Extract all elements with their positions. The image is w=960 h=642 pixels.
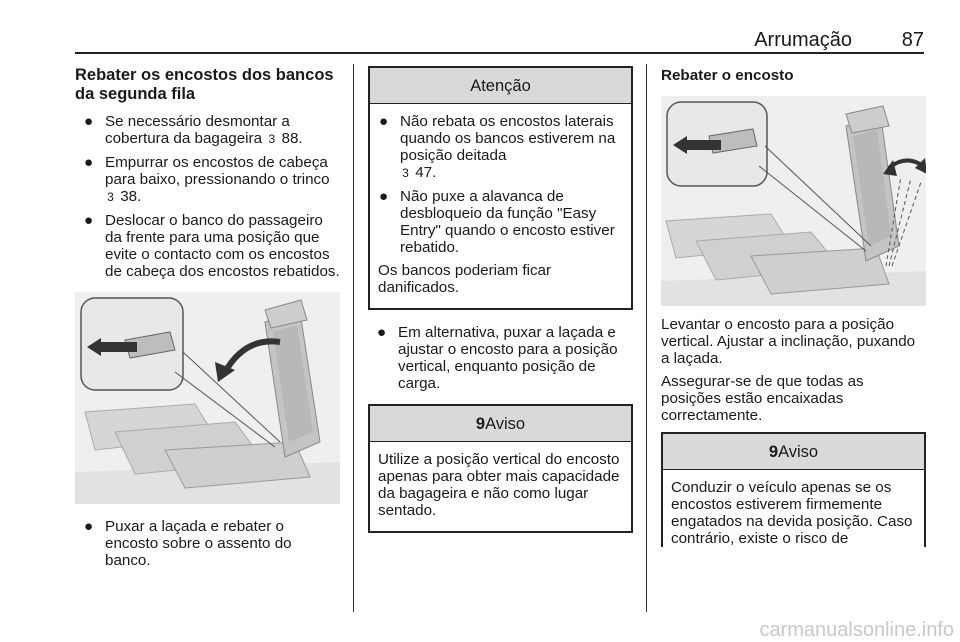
list-item: ● Puxar a laçada e rebater o encosto sobre o assento do banco. xyxy=(84,518,292,569)
seat-fold-illustration xyxy=(75,292,340,504)
header-rule xyxy=(75,52,924,54)
warning-text: Conduzir o veículo apenas se os encostos estiverem firmemente engatados na devida posição. Caso contrário, existe o risco de xyxy=(671,479,913,547)
column-divider-left xyxy=(353,64,354,612)
warning-title: 9Aviso xyxy=(663,434,924,470)
list-item: ● Não rebata os encostos laterais quando os bancos estiverem na posição deitada 3 47. xyxy=(379,113,616,181)
paragraph-check: Assegurar-se de que todas as posições estão encaixadas correctamente. xyxy=(661,373,864,424)
warning-box xyxy=(368,404,633,533)
page-ref-icon: 3 xyxy=(107,190,114,204)
chapter-title: Arrumação xyxy=(754,29,852,51)
column-2 xyxy=(368,66,633,547)
warning-icon: 9 xyxy=(768,443,779,461)
list-item: ● Deslocar o banco do passageiro da frente para uma posição que evite o contacto com os encostos de cabeça dos encostos rebatidos. xyxy=(84,212,340,280)
page-ref-icon: 3 xyxy=(402,166,409,180)
attention-note: Os bancos poderiam ficar danificados. xyxy=(378,262,552,296)
page-ref-link[interactable]: 38. xyxy=(120,188,142,205)
bullet-icon: ● xyxy=(377,324,387,341)
warning-box xyxy=(661,432,926,547)
list-item: ● Empurrar os encostos de cabeça para baixo, pressionando o trinco 3 38. xyxy=(84,154,330,205)
section-heading: Rebater os encostos dos bancos da segunda fila xyxy=(75,66,334,103)
attention-box xyxy=(368,66,633,310)
attention-title: Atenção xyxy=(370,68,631,104)
bullet-icon: ● xyxy=(379,188,389,205)
paragraph-raise: Levantar o encosto para a posição vertical. Ajustar a inclinação, puxando a laçada. xyxy=(661,316,916,367)
column-1 xyxy=(75,66,340,575)
bullet-icon: ● xyxy=(84,212,94,229)
page-ref-link[interactable]: 47. xyxy=(415,164,437,181)
warning-text: Utilize a posição vertical do encosto apenas para obter mais capacidade da bagageira e não como lugar sentado. xyxy=(378,451,620,519)
bullet-icon: ● xyxy=(379,113,389,130)
seat-raise-illustration xyxy=(661,96,926,306)
bullet-icon: ● xyxy=(84,154,94,171)
subsection-heading: Rebater o encosto xyxy=(661,67,794,84)
page-header xyxy=(75,28,924,52)
page-ref-icon: 3 xyxy=(268,132,276,146)
column-divider-right xyxy=(646,64,647,612)
column-3 xyxy=(661,66,926,561)
page-number: 87 xyxy=(901,29,924,51)
list-item: ● Se necessário desmontar a cobertura da bagageira 3 88. xyxy=(84,113,303,147)
page-ref-link[interactable]: 88. xyxy=(281,130,303,147)
bullet-icon: ● xyxy=(84,113,94,130)
watermark: carmanualsonline.info xyxy=(759,619,954,641)
list-item: ● Em alternativa, puxar a laçada e ajustar o encosto para a posição vertical, enquanto posição de carga. xyxy=(377,324,618,392)
list-item: ● Não puxe a alavanca de desbloqueio da função "Easy Entry" quando o encosto estiver rebatido. xyxy=(379,188,615,256)
warning-icon: 9 xyxy=(475,415,486,433)
warning-title: 9Aviso xyxy=(370,406,631,442)
bullet-icon: ● xyxy=(84,518,94,535)
